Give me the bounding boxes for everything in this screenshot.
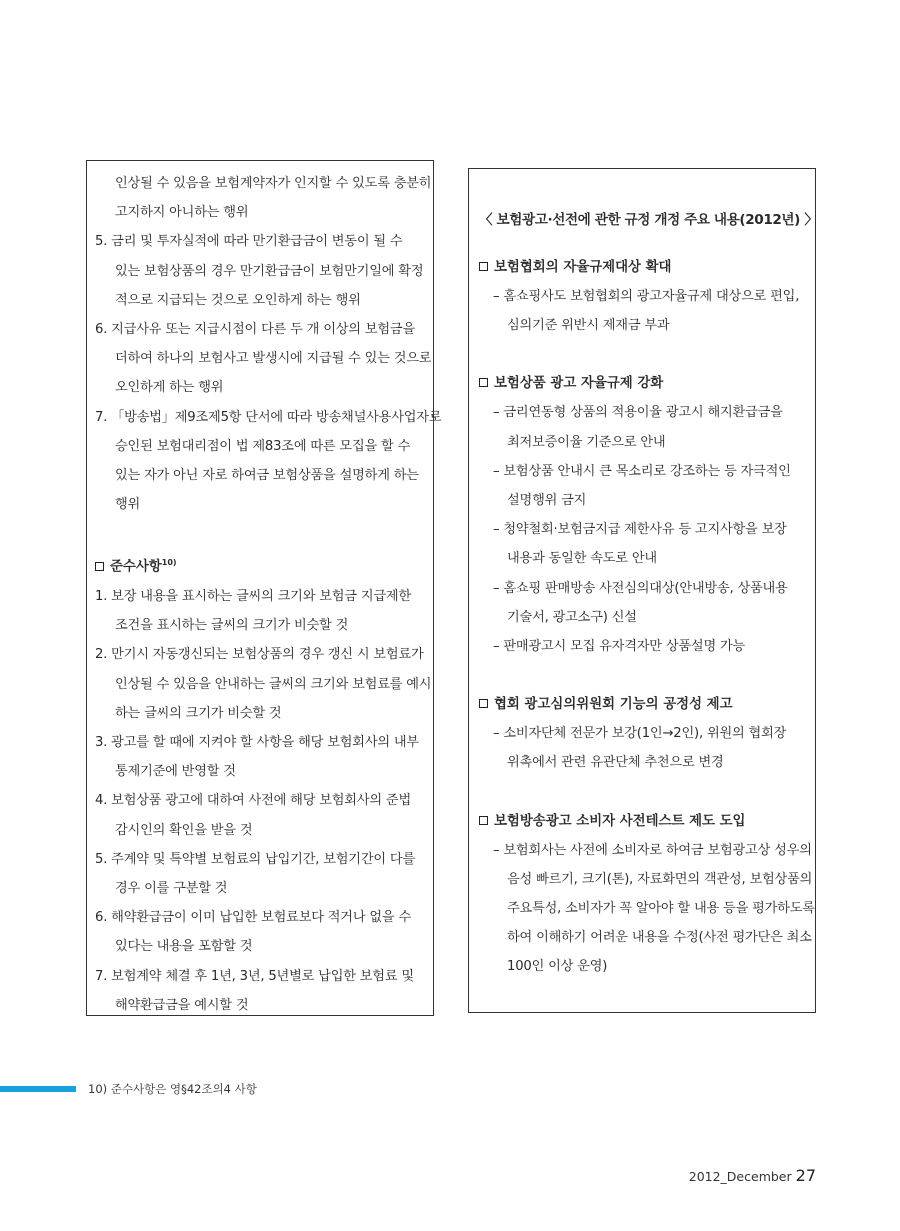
item-line: 행위	[115, 497, 141, 513]
compliance-item-2	[95, 640, 432, 728]
item-line: 경우 이를 구분할 것	[115, 880, 228, 896]
bullet-line: – 홈쇼핑사도 보험협회의 광고자율규제 대상으로 편입,	[493, 289, 800, 304]
bullet-line: 위촉에서 관련 유관단체 추천으로 변경	[507, 755, 724, 771]
section-heading-text: 준수사항	[110, 559, 162, 575]
bullet-line: – 청약철회·보험금지급 제한사유 등 고지사항을 보장	[493, 522, 787, 538]
item-line: 있다는 내용을 포함할 것	[115, 939, 253, 955]
compliance-item-7	[95, 962, 423, 1020]
item-line: 7. 「방송법」제9조제5항 단서에 따라 방송채널사용사업자로	[95, 409, 442, 425]
section-heading	[479, 690, 805, 719]
bullet-line: – 보험상품 안내시 큰 목소리로 강조하는 등 자극적인	[493, 463, 791, 479]
bullet-line: 음성 빠르기, 크기(톤), 자료화면의 객관성, 보험상품의	[507, 871, 813, 887]
right-summary-box	[468, 168, 816, 1013]
item-line: 있는 자가 아닌 자로 하여금 보험상품을 설명하게 하는	[115, 468, 419, 484]
intro-line: 고지하지 아니하는 행위	[115, 205, 249, 221]
item-line: 5. 금리 및 투자실적에 따라 만기환급금이 변동이 될 수	[95, 234, 403, 250]
issue-label: 2012_December	[688, 1169, 792, 1184]
page-footer	[689, 1166, 816, 1185]
section-heading-text: 협회 광고심의위원회 기능의 공정성 제고	[494, 697, 733, 713]
section-heading	[479, 807, 805, 836]
item-line: 감시인의 확인을 받을 것	[115, 822, 253, 838]
bullet-line: 심의기준 위반시 제재금 부과	[507, 318, 670, 334]
item-line: 있는 보험상품의 경우 만기환급금이 보험만기일에 확정	[115, 263, 424, 279]
item-line: 6. 지급사유 또는 지급시점이 다른 두 개 이상의 보험금을	[95, 322, 415, 338]
bullet-line: – 홈쇼핑 판매방송 사전심의대상(안내방송, 상품내용	[493, 580, 788, 596]
bullet-line: – 소비자단체 전문가 보강(1인→2인), 위원의 협회장	[493, 726, 787, 742]
compliance-item-1	[95, 582, 423, 640]
section-heading-text: 보험상품 광고 자율규제 강화	[494, 376, 664, 392]
item-line: 2. 만기시 자동갱신되는 보험상품의 경우 갱신 시 보험료가	[95, 647, 424, 663]
item-line: 통제기준에 반영할 것	[115, 764, 236, 780]
item-line: 조건을 표시하는 글씨의 크기가 비슷할 것	[115, 618, 349, 634]
page-number: 27	[795, 1166, 816, 1185]
prohibited-item-7	[95, 403, 442, 520]
compliance-item-4	[95, 786, 423, 844]
compliance-item-6	[95, 903, 423, 961]
item-line: 해약환급금을 예시할 것	[115, 997, 249, 1013]
footnote: 10) 준수사항은 영§42조의4 사항	[88, 1082, 257, 1096]
summary-box-title: 〈 보험광고·선전에 관한 규정 개정 주요 내용(2012년) 〉	[479, 212, 818, 228]
item-line: 3. 광고를 할 때에 지켜야 할 사항을 해당 보험회사의 내부	[95, 734, 419, 750]
item-line: 더하여 하나의 보험사고 발생시에 지급될 수 있는 것으로	[115, 351, 432, 367]
item-line: 5. 주계약 및 특약별 보험료의 납입기간, 보험기간이 다를	[95, 851, 415, 867]
bullet-line: 내용과 동일한 속도로 안내	[507, 551, 657, 567]
item-line: 오인하게 하는 행위	[115, 380, 224, 396]
left-content-box	[86, 160, 442, 1016]
footnote-mark: 10)	[161, 558, 177, 568]
intro-line: 인상될 수 있음을 보험계약자가 인지할 수 있도록 충분히	[115, 176, 432, 191]
item-line: 7. 보험계약 체결 후 1년, 3년, 5년별로 납입한 보험료 및	[95, 968, 414, 984]
checkbox-square-icon	[95, 562, 104, 571]
section-heading-text: 보험협회의 자율규제대상 확대	[494, 260, 672, 275]
item-line: 1. 보장 내용을 표시하는 글씨의 크기와 보험금 지급제한	[95, 588, 411, 604]
bullet-line: – 금리연동형 상품의 적용이율 광고시 해지환급금을	[493, 405, 783, 421]
item-line: 인상될 수 있음을 안내하는 글씨의 크기와 보험료를 예시	[115, 676, 432, 692]
footnote-accent-bar	[0, 1086, 76, 1092]
bullet-line: – 보험회사는 사전에 소비자로 하여금 보험광고상 성우의	[493, 842, 812, 858]
checkbox-square-icon	[479, 378, 488, 387]
bullet-line: 하여 이해하기 어려운 내용을 수정(사전 평가단은 최소	[507, 930, 812, 946]
item-line: 6. 해약환급금이 이미 납입한 보험료보다 적거나 없을 수	[95, 910, 411, 926]
item-line: 승인된 보험대리점이 법 제83조에 따른 모집을 할 수	[115, 438, 411, 454]
checkbox-square-icon	[479, 262, 488, 271]
bullet-line: 설명행위 금지	[507, 493, 587, 509]
bullet-line: 주요특성, 소비자가 꼭 알아야 할 내용 등을 평가하도록	[507, 901, 815, 917]
item-line: 적으로 지급되는 것으로 오인하게 하는 행위	[115, 292, 361, 308]
section-heading-compliance	[95, 548, 423, 581]
checkbox-square-icon	[479, 816, 488, 825]
compliance-item-5	[95, 845, 423, 903]
prohibited-item-5	[95, 227, 423, 315]
item-line: 4. 보험상품 광고에 대하여 사전에 해당 보험회사의 준법	[95, 793, 411, 809]
compliance-item-3	[95, 728, 423, 786]
bullet-line: – 판매광고시 모집 유자격자만 상품설명 가능	[493, 639, 746, 655]
bullet-line: 최저보증이율 기준으로 안내	[507, 434, 666, 450]
section-heading	[479, 253, 805, 282]
item-line: 하는 글씨의 크기가 비슷할 것	[115, 705, 282, 721]
checkbox-square-icon	[479, 699, 488, 708]
section-heading-text: 보험방송광고 소비자 사전테스트 제도 도입	[494, 813, 746, 829]
section-heading	[479, 369, 805, 398]
bullet-line: 100인 이상 운영)	[507, 959, 608, 975]
prohibited-item-6	[95, 315, 432, 403]
bullet-line: 기술서, 광고소구) 신설	[507, 609, 637, 625]
